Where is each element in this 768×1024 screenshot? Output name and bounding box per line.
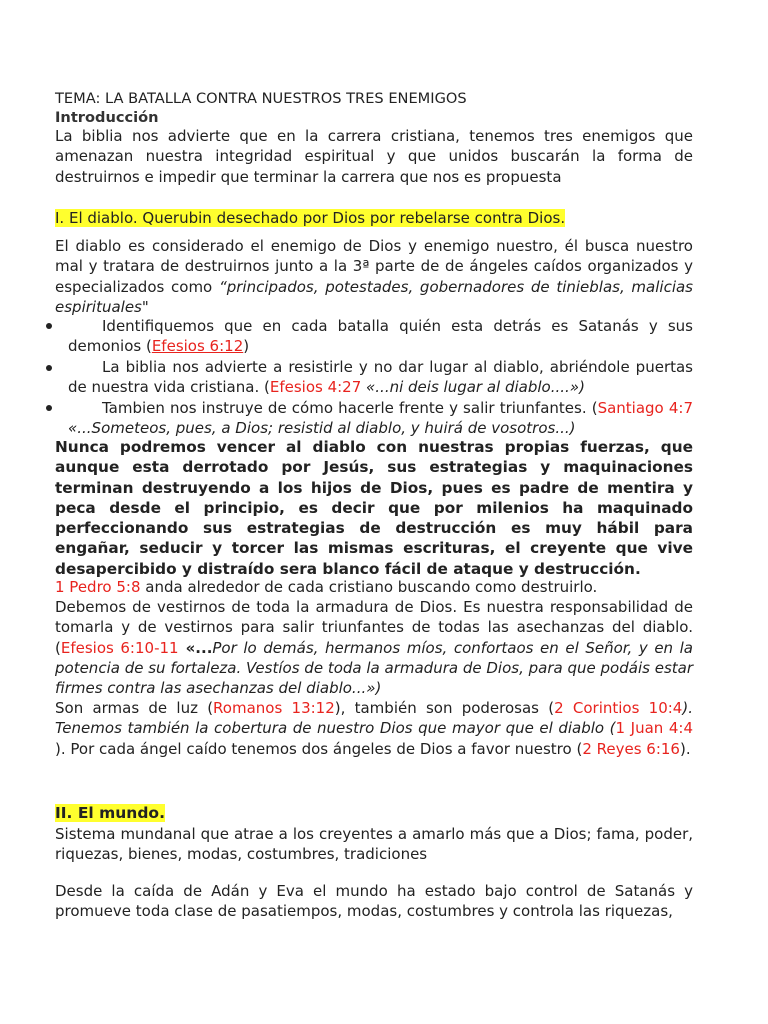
section-heading-diablo xyxy=(55,208,693,228)
bullet-dot xyxy=(46,365,52,371)
bible-reference: 1 Pedro 5:8 xyxy=(55,578,141,596)
bible-reference-link[interactable]: Efesios 6:12 xyxy=(151,337,244,356)
armas-text-b: ), también son poderosas ( xyxy=(334,699,555,717)
bullet-text: Identifiquemos que en cada batalla quién esta detrás es Satanás y sus demonios ( xyxy=(68,317,693,356)
bullet-quote: «...ni deis lugar al diablo....») xyxy=(361,378,585,397)
armas-text-d: ). Por cada ángel caído tenemos dos ángeles de Dios a favor nuestro ( xyxy=(55,739,583,758)
bible-reference: Romanos 13:12 xyxy=(213,699,335,717)
diablo-paragraph-quote: “principados, potestades, gobernadores de tinieblas, malicias espirituales" xyxy=(55,277,693,316)
document-title: TEMA: LA BATALLA CONTRA NUESTROS TRES ENEMIGOS xyxy=(55,90,467,107)
bullet-tail: ) xyxy=(243,337,250,356)
armadura-text: Debemos de vestirnos de toda la armadura de Dios. Es nuestra responsabilidad de tomarla y de vestirnos para salir triunfantes de todas las asechanzas del diablo. ( xyxy=(55,598,693,657)
armas-paragraph xyxy=(55,698,693,759)
bullet-item xyxy=(68,357,693,398)
armas-text-c: ). Tenemos también la cobertura de nuestro Dios que mayor que el diablo ( xyxy=(55,699,693,738)
section-heading-mundo xyxy=(55,803,693,823)
pedro-line xyxy=(55,577,693,597)
section-heading-text: I. El diablo. Querubin desechado por Dios por rebelarse contra Dios. xyxy=(55,209,566,227)
armadura-paragraph xyxy=(55,597,693,698)
bullet-dot xyxy=(46,323,52,329)
bullet-text: Tambien nos instruye de cómo hacerle frente y salir triunfantes. ( xyxy=(102,399,598,417)
bullet-text: La biblia nos advierte a resistirle y no dar lugar al diablo, abriéndole puertas de nuestra vida cristiana. ( xyxy=(68,358,693,397)
armas-text-e: ). xyxy=(679,739,691,758)
bible-reference: 2 Corintios 10:4 xyxy=(554,699,683,717)
bullet-quote: «...Someteos, pues, a Dios; resistid al diablo, y huirá de vosotros...) xyxy=(68,419,576,438)
bible-reference: Efesios 4:27 xyxy=(269,378,362,397)
bible-reference: 1 Juan 4:4 xyxy=(615,719,693,738)
bullet-item xyxy=(68,398,693,439)
bullet-dot xyxy=(46,405,52,411)
mundo-paragraph: Sistema mundanal que atrae a los creyentes a amarlo más que a Dios; fama, poder, riquezas, bienes, modas, costumbres, tradiciones xyxy=(55,825,693,864)
intro-paragraph: La biblia nos advierte que en la carrera cristiana, tenemos tres enemigos que amenazan nuestra integridad espiritual y que unidos buscarán la forma de destruirnos e impedir que terminar la carrera que nos es propuesta xyxy=(55,127,693,186)
diablo-paragraph xyxy=(55,236,693,317)
bold-paragraph: Nunca podremos vencer al diablo con nuestras propias fuerzas, que aunque esta derrotado por Jesús, sus estrategias y maquinaciones terminan destruyendo a los hijos de Dios, pues es padre de mentira y peca desde el principio, es decir que por milenios ha maquinado perfeccionando sus estrategias de destrucción es muy hábil para engañar, seducir y torcer las mismas escrituras, el creyente que vive desapercibido y distraído sera blanco fácil de ataque y destrucción. xyxy=(55,438,693,578)
armas-text-a: Son armas de luz ( xyxy=(55,699,214,717)
bullet-item xyxy=(68,316,693,357)
armadura-quote: Por lo demás, hermanos míos, confortaos en el Señor, y en la potencia de su fortaleza. Vestíos de toda la armadura de Dios, para que podáis estar firmes contra las asechanzas del diablo...») xyxy=(55,638,693,698)
diablo-paragraph-text: El diablo es considerado el enemigo de Dios y enemigo nuestro, él busca nuestro mal y tratara de destruirnos junto a la 3ª parte de de ángeles caídos organizados y especializados como xyxy=(55,237,693,296)
bible-reference: 2 Reyes 6:16 xyxy=(582,739,680,758)
section-heading-text: II. El mundo. xyxy=(55,804,165,822)
caida-paragraph: Desde la caída de Adán y Eva el mundo ha estado bajo control de Satanás y promueve toda clase de pasatiempos, modas, costumbres y controla las riquezas, xyxy=(55,882,693,921)
quote-open: «... xyxy=(178,638,213,657)
intro-heading: Introducción xyxy=(55,109,159,126)
bible-reference: Santiago 4:7 xyxy=(597,399,693,417)
pedro-line-text: anda alrededor de cada cristiano buscando como destruirlo. xyxy=(140,578,598,596)
bible-reference: Efesios 6:10-11 xyxy=(60,638,179,657)
